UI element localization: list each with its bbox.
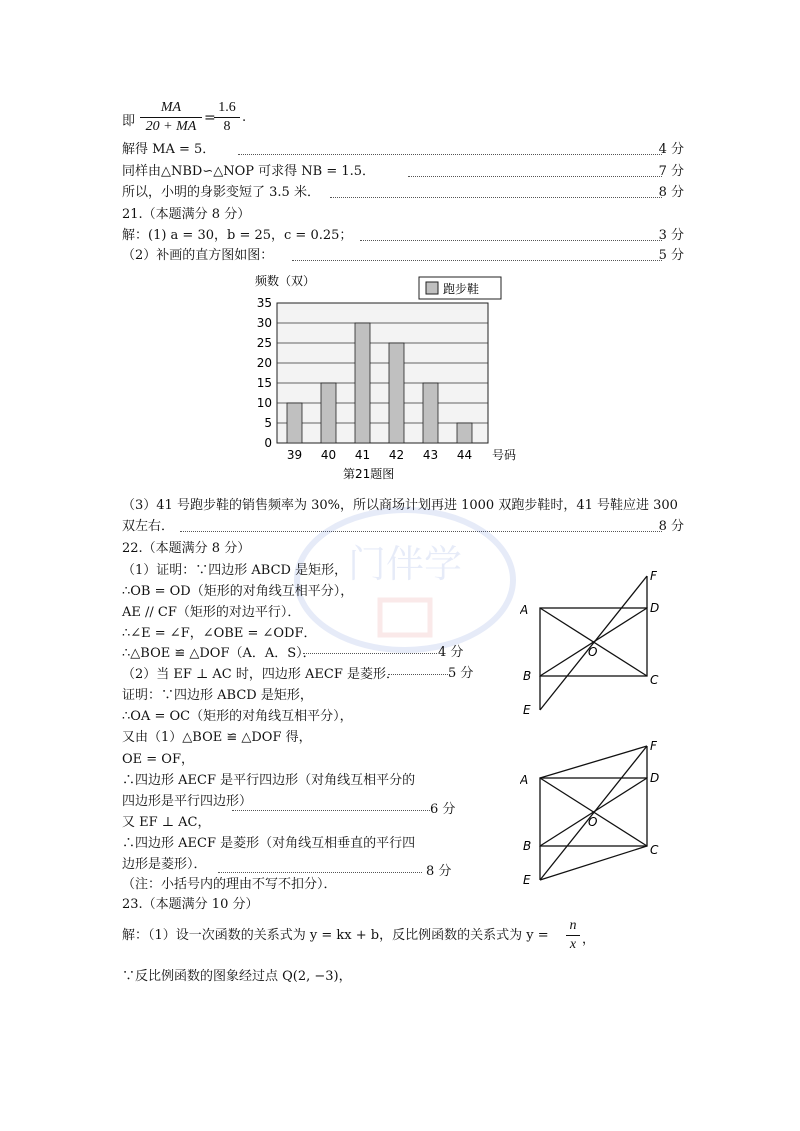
q22-line-3: AE // CF（矩形的对边平行）． (122, 605, 301, 620)
x-tick-label: 39 (286, 448, 303, 462)
top-prefix: 即 (122, 114, 136, 129)
q22-line-9: 又由（1）△BOE ≌ △DOF 得， (122, 730, 312, 745)
x-tick-label: 42 (388, 448, 405, 462)
similar-triangle-line: 同样由△NBD∽△NOP 可求得 NB = 1.5． (122, 164, 376, 179)
x-tick-label: 43 (422, 448, 439, 462)
shadow-conclusion-line: 所以，小明的身影变短了 3.5 米． (122, 185, 320, 200)
fraction-1.6-over-8 (214, 100, 240, 135)
q22-header: 22.（本题满分 8 分） (122, 541, 251, 556)
point-label-b: B (523, 669, 532, 683)
q22-line-16: （注：小括号内的理由不写不扣分）． (122, 877, 337, 892)
score-mark: 8 分 (658, 185, 684, 200)
q22-figure-1 (520, 568, 670, 718)
q22-line-14: ∴四边形 AECF 是菱形（对角线互相垂直的平行四 (122, 836, 416, 851)
q23-line1: 解：（1）设一次函数的关系式为 y = kx + b，反比例函数的关系式为 y = (122, 928, 549, 943)
chart-caption: 第21题图 (343, 467, 395, 480)
q22-line-7: 证明：∵四边形 ABCD 是矩形， (122, 688, 313, 703)
q21-part3-line2: 双左右． (122, 519, 175, 534)
point-label-o: O (588, 815, 598, 829)
point-label-f: F (650, 569, 657, 583)
fraction-numerator: 1.6 (218, 100, 236, 115)
score-mark: 6 分 (430, 802, 456, 817)
fraction-ma-over-20-plus-ma (140, 100, 202, 135)
x-tick-label: 41 (354, 448, 371, 462)
fraction-end: . (242, 110, 247, 125)
bar-40 (321, 383, 336, 443)
y-tick-label: 5 (264, 416, 272, 430)
q22-line-11: ∴四边形 AECF 是平行四边形（对角线互相平分的 (122, 773, 416, 788)
q22-line-1: （1）证明：∵四边形 ABCD 是矩形， (122, 563, 348, 578)
solve-ma-line: 解得 MA = 5． (122, 142, 216, 157)
svg-text:门伴学: 门伴学 (347, 542, 463, 586)
fraction-denominator: x (569, 937, 577, 952)
y-tick-label: 10 (256, 396, 272, 410)
q22-line-10: OE = OF， (122, 752, 194, 767)
point-label-c: C (650, 843, 659, 857)
score-mark: 4 分 (438, 645, 464, 660)
q23-line1-end: ， (582, 932, 596, 947)
score-mark: 5 分 (448, 666, 474, 681)
y-tick-label: 0 (264, 436, 272, 450)
x-tick-label: 40 (320, 448, 337, 462)
point-label-a: A (520, 603, 529, 617)
q23-line2: ∵反比例函数的图象经过点 Q(2, −3)， (122, 969, 352, 984)
bar-44 (457, 423, 472, 443)
fraction-n-over-x (566, 918, 580, 953)
point-label-o: O (588, 645, 598, 659)
q22-line-4: ∴∠E = ∠F，∠OBE = ∠ODF． (122, 626, 317, 641)
score-mark: 8 分 (658, 519, 684, 534)
bar-41 (355, 323, 370, 443)
bar-43 (423, 383, 438, 443)
point-label-d: D (650, 771, 660, 785)
q22-line-12: 四边形是平行四边形） (122, 794, 253, 809)
point-label-d: D (650, 601, 660, 615)
q21-part1: 解：(1) a = 30，b = 25，c = 0.25； (122, 228, 353, 243)
point-label-e: E (523, 703, 531, 717)
fraction-denominator: 8 (223, 119, 231, 134)
fraction-denominator: 20 + MA (145, 119, 197, 134)
q22-line-2: ∴OB = OD（矩形的对角线互相平分）， (122, 584, 354, 599)
watermark-logo (290, 505, 520, 655)
y-tick-label: 25 (256, 336, 272, 350)
point-label-c: C (650, 673, 659, 687)
score-mark: 7 分 (658, 164, 684, 179)
legend-swatch (426, 282, 438, 294)
point-label-f: F (650, 739, 657, 753)
q22-line-6: （2）当 EF ⊥ AC 时，四边形 AECF 是菱形． (122, 667, 399, 682)
legend-label: 跑步鞋 (443, 282, 480, 296)
q22-figure-2 (520, 738, 670, 888)
bar-39 (287, 403, 302, 443)
x-axis-label: 号码 (492, 448, 517, 462)
q22-line-5: ∴△BOE ≌ △DOF（A．A．S）． (122, 646, 316, 661)
y-tick-label: 35 (256, 296, 272, 310)
q22-line-15: 边形是菱形）． (122, 857, 207, 872)
y-tick-label: 20 (256, 356, 272, 370)
point-label-b: B (523, 839, 532, 853)
point-label-e: E (523, 873, 531, 887)
fraction-numerator: n (569, 918, 577, 933)
y-tick-label: 15 (256, 376, 272, 390)
q22-line-13: 又 EF ⊥ AC， (122, 815, 211, 830)
bar-42 (389, 343, 404, 443)
fraction-numerator: MA (160, 100, 182, 115)
score-mark: 3 分 (658, 228, 684, 243)
score-mark: 4 分 (658, 142, 684, 157)
q22-line-8: ∴OA = OC（矩形的对角线互相平分）， (122, 709, 353, 724)
q21-part3-line1: （3）41 号跑步鞋的销售频率为 30%，所以商场计划再进 1000 双跑步鞋时，41 号鞋应进 300 (122, 498, 678, 513)
point-label-a: A (520, 773, 529, 787)
score-mark: 5 分 (658, 248, 684, 263)
q21-header: 21.（本题满分 8 分） (122, 207, 251, 222)
plot-background (277, 303, 488, 443)
y-axis-label: 频数（双） (255, 274, 316, 288)
histogram-chart (235, 270, 535, 480)
q23-header: 23.（本题满分 10 分） (122, 897, 259, 912)
equals-sign: = (204, 110, 216, 126)
x-tick-label: 44 (456, 448, 473, 462)
score-mark: 8 分 (426, 864, 452, 879)
q21-part2: （2）补画的直方图如图： (122, 248, 274, 263)
y-tick-label: 30 (256, 316, 272, 330)
